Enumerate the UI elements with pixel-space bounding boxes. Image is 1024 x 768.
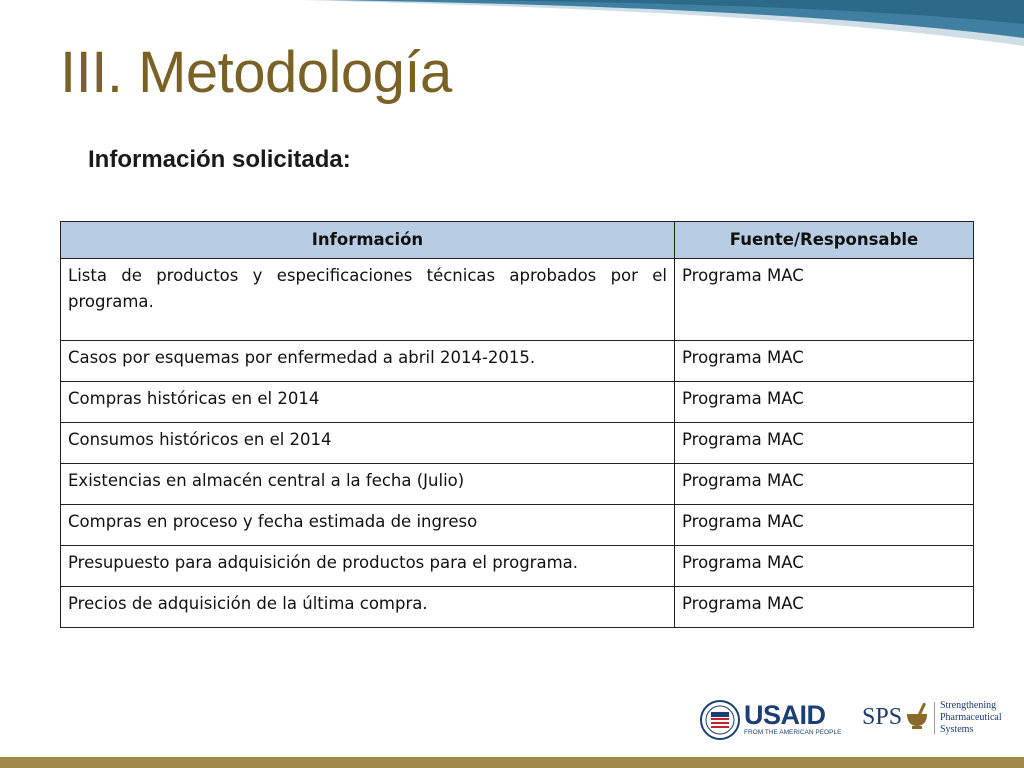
row-information: Casos por esquemas por enfermedad a abril 2014-2015. [61,341,675,382]
sps-tagline-line: Systems [940,724,974,735]
table-row [61,505,974,546]
sps-logo-text: SPS [862,704,903,730]
row-information: Compras en proceso y fecha estimada de ingreso [61,505,675,546]
usaid-seal-icon [700,700,740,740]
row-information: Consumos históricos en el 2014 [61,423,675,464]
footer-logos [696,698,1016,746]
table-row [61,464,974,505]
row-source: Programa MAC [675,382,974,423]
slide-title: III. Metodología [60,40,452,105]
row-source: Programa MAC [675,546,974,587]
table-row [61,259,974,341]
mortar-pestle-icon [905,701,929,731]
usaid-tagline: FROM THE AMERICAN PEOPLE [744,729,842,736]
row-source: Programa MAC [675,505,974,546]
table-row [61,341,974,382]
sps-tagline [940,700,1002,736]
row-information: Lista de productos y especificaciones técnicas aprobados por el programa. [61,259,675,341]
table-row [61,382,974,423]
header-informacion: Información [61,222,675,259]
row-source: Programa MAC [675,587,974,628]
row-source: Programa MAC [675,259,974,341]
row-information: Compras históricas en el 2014 [61,382,675,423]
row-information: Existencias en almacén central a la fecha (Julio) [61,464,675,505]
header-fuente-responsable: Fuente/Responsable [675,222,974,259]
sps-tagline-line: Strengthening [940,700,997,711]
usaid-logo-text: USAID [744,700,826,730]
row-source: Programa MAC [675,341,974,382]
table-row [61,546,974,587]
info-table [60,221,974,628]
table-row [61,423,974,464]
sps-tagline-line: Pharmaceutical [940,712,1002,723]
slide-subtitle: Información solicitada: [88,146,351,173]
row-information: Presupuesto para adquisición de productos para el programa. [61,546,675,587]
row-source: Programa MAC [675,464,974,505]
row-source: Programa MAC [675,423,974,464]
table-header-row [61,222,974,259]
row-information: Precios de adquisición de la última compra. [61,587,675,628]
table-row [61,587,974,628]
bottom-bar-decoration [0,757,1024,768]
logo-divider [934,702,935,734]
